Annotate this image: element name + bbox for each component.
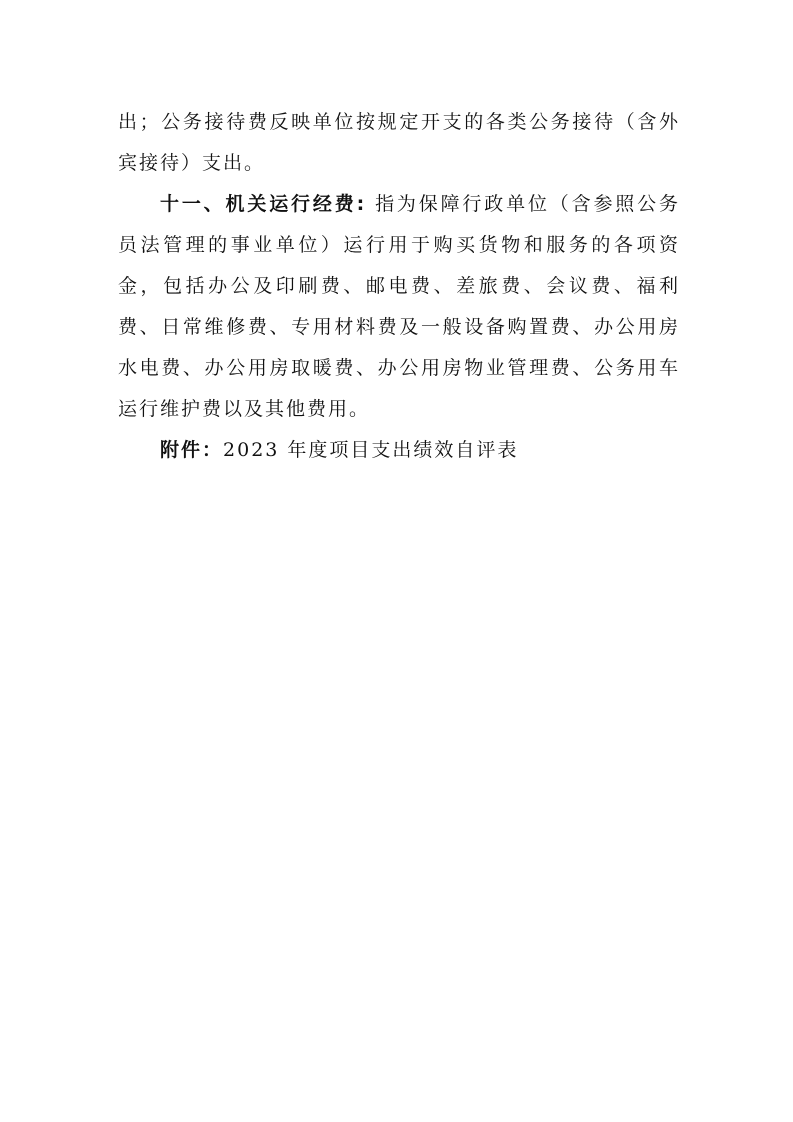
paragraph-text: 出；公务接待费反映单位按规定开支的各类公务接待（含外宾接待）支出。: [118, 111, 680, 174]
section-heading: 十一、机关运行经费: [160, 193, 357, 215]
paragraph-public-reception: [118, 102, 680, 184]
attachment-label: 附件：: [160, 439, 224, 461]
document-body: [118, 102, 680, 471]
paragraph-text: 指为保障行政单位（含参照公务员法管理的事业单位）运行用于购买货物和服务的各项资金，包括办公及印刷费、邮电费、差旅费、会议费、福利费、日常维修费、专用材料费及一般设备购置费、办公用房水电费、办公用房取暖费、办公用房物业管理费、公务用车运行维护费以及其他费用。: [118, 193, 680, 420]
section-heading-colon: :: [356, 193, 367, 215]
paragraph-attachment: [118, 430, 680, 471]
attachment-title: 2023 年度项目支出绩效自评表: [223, 439, 519, 461]
paragraph-operating-expenses: [118, 184, 680, 430]
